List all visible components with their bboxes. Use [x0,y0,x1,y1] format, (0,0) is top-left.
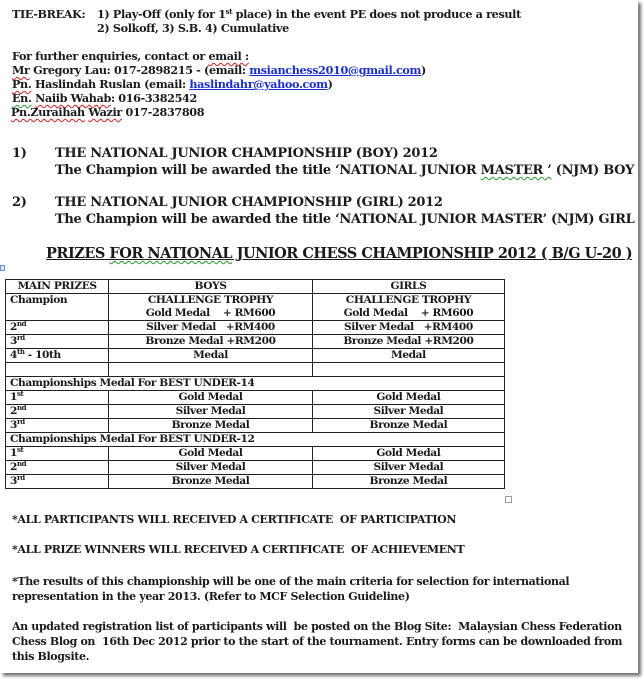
champion-boys-trophy: CHALLENGE TROPHY [147,294,274,306]
tiebreak-line-1-sup: st [225,7,233,16]
championship-1-award-master: MASTER ’ [480,163,552,178]
tiebreak-line-1-post: place) in the event PE does not produce a result [232,7,521,21]
boys-prize: Gold Medal [109,391,313,405]
position-number: 2 [10,461,17,473]
table-row-empty [6,363,505,377]
table-row-3rd [6,335,505,349]
prizes-title-for-national: FOR NATIONAL [109,245,233,262]
header-girls: GIRLS [312,280,504,294]
contact-3-name: Naiib Wahab [35,91,111,105]
position-number: 3 [10,419,17,431]
contact-3-phone: : 016-3382542 [110,91,197,105]
contact-4-surname: Wazir [88,105,122,119]
empty-cell [6,363,109,377]
table-header-row [6,280,505,294]
championship-2-heading: THE NATIONAL JUNIOR CHAMPIONSHIP (GIRL) 2012 [55,195,443,210]
boys-prize: Medal [109,349,313,363]
position-suffix: rd [16,333,25,342]
position-suffix: rd [16,417,25,426]
championship-1-award-pre: The Champion will be awarded the title ‘NATIONAL JUNIOR [55,163,481,178]
position-number: 2 [10,405,17,417]
girls-prize: Silver Medal [312,461,504,475]
tiebreak-line-1-pre: 1) Play-Off (only for 1 [97,7,226,21]
note-registration-line-3: this Blogsite. [12,650,90,663]
note-selection [12,574,569,604]
position-label [6,475,109,489]
position-number: 1 [10,391,17,403]
championship-1-award-post: (NJM) BOY [551,163,635,178]
prizes-title [46,245,632,262]
tiebreak-line-2: 2) Solkoff, 3) S.B. 4) Cumulative [97,21,289,35]
contact-intro [12,49,249,63]
note-registration-line-2: Chess Blog on 16th Dec 2012 prior to the start of the tournament. Entry forms can be downloaded from [12,635,623,648]
girls-prize: Bronze Medal +RM200 [312,335,504,349]
contact-zuraihah-wazir [11,105,204,119]
contact-4-phone: 017-2837808 [121,105,205,119]
note-registration-line-1: An updated registration list of participants will be posted on the Blog Site: Malaysian Chess Federation [12,620,622,633]
prizes-title-pre: PRIZES [46,245,110,262]
contact-1-title: Mr [12,63,30,77]
position-suffix: nd [16,403,27,412]
champion-girls-trophy: CHALLENGE TROPHY [345,294,471,306]
champion-girls [312,294,504,321]
table-row-2nd [6,321,505,335]
contact-2-close: ) [327,77,333,91]
position-suffix: th [16,347,25,356]
position-suffix: rd [16,473,25,482]
note-participation: *ALL PARTICIPANTS WILL RECEIVED A CERTIFICATE OF PARTICIPATION [12,513,457,526]
position-number: 3 [10,335,17,347]
boys-prize: Bronze Medal +RM200 [109,335,313,349]
tiebreak-line-1 [97,7,521,21]
table-section-u14 [6,377,505,391]
table-row-u12-2nd [6,461,505,475]
boys-prize: Silver Medal [109,461,313,475]
position-number: 1 [10,447,17,459]
contact-3-title: En. [12,91,32,105]
table-resize-handle[interactable] [505,496,512,503]
champion-boys [109,294,313,321]
champion-boys-prize: Gold Medal + RM600 [145,307,276,319]
championship-1-award [55,163,634,178]
section-label-u12: Championships Medal For BEST UNDER-12 [6,433,505,447]
table-row-champion [6,294,505,321]
empty-cell [312,363,504,377]
table-row-4th-10th [6,349,505,363]
prizes-table [5,279,505,489]
girls-prize: Bronze Medal [312,419,504,433]
header-main-prizes: MAIN PRIZES [6,280,109,294]
champion-girls-prize: Gold Medal + RM600 [343,307,474,319]
contact-gregory-lau [12,63,426,77]
table-section-u12 [6,433,505,447]
contact-haslindah-ruslan [12,77,333,91]
position-number: 3 [10,475,17,487]
position-number: 4 [10,349,17,361]
contact-1-close: ) [421,63,426,77]
contact-intro-text: For further enquiries, contact or [12,49,209,63]
empty-cell [109,363,313,377]
table-row-u14-3rd [6,419,505,433]
table-row-u12-3rd [6,475,505,489]
contact-2-title: Pn. [12,77,32,91]
position-suffix: nd [16,459,27,468]
position-suffix: st [16,389,24,398]
table-row-u14-2nd [6,405,505,419]
contact-1-text: Gregory Lau: 017-2898215 - (email: [29,63,250,77]
boys-prize: Bronze Medal [109,419,313,433]
note-registration [12,619,622,664]
boys-prize: Bronze Medal [109,475,313,489]
girls-prize: Gold Medal [312,391,504,405]
championship-2-number: 2) [12,195,27,210]
position-suffix: nd [16,319,27,328]
contact-naiib-wahab [12,91,197,105]
contact-4-title-name: Pn.Zuraihah [11,105,85,119]
championship-1-heading: THE NATIONAL JUNIOR CHAMPIONSHIP (BOY) 2012 [55,146,438,161]
girls-prize: Silver Medal [312,405,504,419]
champion-label: Champion [6,294,109,321]
position-suffix: st [16,445,24,454]
note-selection-line-2: representation in the year 2013. (Refer to MCF Selection Guideline) [12,590,410,603]
section-label-u14: Championships Medal For BEST UNDER-14 [6,377,505,391]
table-row-u14-1st [6,391,505,405]
position-number: 2 [10,321,17,333]
girls-prize: Medal [312,349,504,363]
email-link-haslindah[interactable]: haslindahr@yahoo.com [189,77,328,91]
note-selection-line-1: *The results of this championship will be one of the main criteria for selection for international [12,575,570,588]
tiebreak-label: TIE-BREAK: [12,7,86,21]
boys-prize: Silver Medal +RM400 [109,321,313,335]
championship-2-award: The Champion will be awarded the title ‘NATIONAL JUNIOR MASTER’ (NJM) GIRL [55,212,635,227]
boys-prize: Silver Medal [109,405,313,419]
email-link-gregory[interactable]: msianchess2010@gmail.com [249,63,422,77]
prizes-title-post: JUNIOR CHESS CHAMPIONSHIP 2012 ( B/G U-20 ) [232,245,633,262]
note-achievement: *ALL PRIZE WINNERS WILL RECEIVED A CERTIFICATE OF ACHIEVEMENT [12,543,465,556]
girls-prize: Silver Medal +RM400 [312,321,504,335]
contact-2-text: Haslindah Ruslan (email: [31,77,190,91]
championship-1-number: 1) [12,146,27,161]
boys-prize: Gold Medal [109,447,313,461]
girls-prize: Gold Medal [312,447,504,461]
header-boys: BOYS [109,280,313,294]
position-label [6,349,109,363]
table-move-handle[interactable] [0,265,5,271]
position-range: - 10th [24,349,61,361]
position-label [6,419,109,433]
contact-intro-email-word: email : [208,49,249,63]
girls-prize: Bronze Medal [312,475,504,489]
table-row-u12-1st [6,447,505,461]
